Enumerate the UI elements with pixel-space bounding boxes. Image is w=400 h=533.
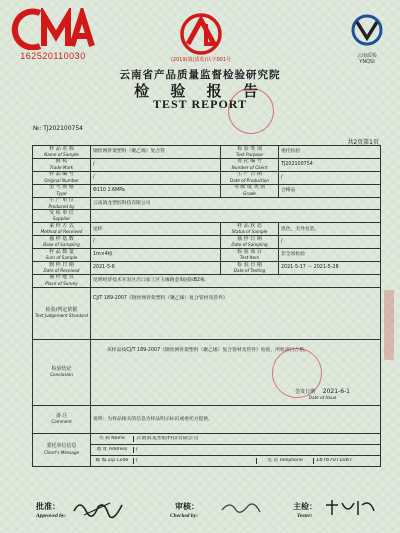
tester-label: 主检： bbox=[293, 502, 317, 511]
field-label: 样 品 数 量 Sum of Sample bbox=[33, 249, 91, 262]
field-label: 受 检 单 位 Supplier bbox=[33, 210, 91, 223]
field-value: 送样 bbox=[91, 223, 221, 236]
field-label: 商 标 Trade Mark bbox=[33, 158, 91, 171]
issue-date: 2021-6-1 bbox=[322, 387, 350, 395]
checked-label-en: Checked by: bbox=[170, 513, 198, 519]
remark-value: 说明：为样品相关的信息为样品明示标识或委托方提供。 bbox=[91, 405, 381, 433]
field-label: 检 验 日 期 Date of Testing bbox=[221, 262, 279, 275]
approved-label-en: Approved by: bbox=[36, 513, 67, 519]
field-label: 型 号 规 格 Type bbox=[33, 184, 91, 197]
client-name-label: 名 称 Name bbox=[91, 436, 134, 441]
client-name-row bbox=[33, 433, 381, 444]
field-label: 样 品 状 态 Status of Sample bbox=[221, 223, 279, 236]
field-value: 1m×4根 bbox=[91, 249, 221, 262]
field-value bbox=[91, 210, 381, 223]
field-label: 来 样 方 式 Method of Received bbox=[33, 223, 91, 236]
field-label: 到 样 日 期 Date of Received bbox=[33, 262, 91, 275]
client-label: 委托单位信息 Client's Message bbox=[33, 433, 91, 466]
report-title-cn: 检 验 报 告 bbox=[134, 82, 266, 100]
checked-label: 审核： bbox=[175, 502, 199, 511]
field-value: 委托检验 bbox=[279, 146, 381, 159]
remark-label: 备 注 Comment bbox=[33, 405, 91, 433]
remark-row bbox=[33, 405, 381, 433]
report-title-en: TEST REPORT bbox=[152, 97, 248, 111]
institute-name: 云南省产品质量监督检验研究院 bbox=[119, 69, 281, 81]
client-tel-label: 电 话 Telephone bbox=[257, 458, 314, 463]
field-value: 2021-5-6 bbox=[91, 262, 221, 275]
ynqsi-logo bbox=[348, 12, 386, 52]
field-value: 昆明经济技术开发区出口加工区玉缘路金海国际B2栋 bbox=[91, 274, 381, 287]
table-row bbox=[33, 158, 381, 171]
client-zip: / bbox=[134, 458, 257, 463]
conclusion-label: 检验结论 Conclusion bbox=[33, 339, 91, 405]
field-label: 生 产 日 期 Date of Production bbox=[221, 171, 279, 184]
cma-logo bbox=[10, 8, 98, 50]
field-label: 检 验 项 目 Test Item bbox=[221, 249, 279, 262]
cal-code: (2019)滇(质监)认字001号 bbox=[170, 57, 232, 63]
field-value: Φ110 1.6MPa bbox=[91, 184, 221, 197]
standard-label: 检验/判定依据 Test Judgement Standard bbox=[33, 287, 91, 339]
table-row bbox=[33, 249, 381, 262]
page-info: 共2页第1页 bbox=[347, 139, 379, 146]
tester-label-en: Tester: bbox=[297, 513, 313, 519]
table-row bbox=[33, 171, 381, 184]
table-row bbox=[33, 210, 381, 223]
field-value: 2021-5-17 ～ 2021-5-28 bbox=[279, 262, 381, 275]
issue-date-label: 签发日期 2021-6-1 Date of Issue bbox=[295, 387, 350, 401]
field-label: 委 托 编 号 Number of Client bbox=[221, 158, 279, 171]
tester-signature bbox=[322, 497, 378, 519]
client-address: / bbox=[136, 447, 138, 453]
cal-logo bbox=[178, 12, 224, 56]
approver-signature bbox=[70, 497, 130, 519]
field-value: / bbox=[91, 171, 221, 184]
table-row bbox=[33, 184, 381, 197]
ynqsi-text: 云南质检 YNQSI bbox=[356, 53, 377, 65]
approved-label: 批准： bbox=[36, 502, 60, 511]
field-value: 黑色，无外包装。 bbox=[279, 223, 381, 236]
client-tel: 18787071087 bbox=[316, 458, 353, 464]
field-value: TJ202100754 bbox=[279, 158, 381, 171]
field-value: 非全项检验 bbox=[279, 249, 381, 262]
field-value: / bbox=[91, 158, 221, 171]
field-label: 抽 样 日 期 Date of Sampling bbox=[221, 236, 279, 249]
table-row bbox=[33, 197, 381, 210]
field-label: 抽 样 地 点 Place of Survey bbox=[33, 274, 91, 287]
table-row bbox=[33, 146, 381, 159]
field-value: 钢丝网骨架塑料（聚乙烯）复合管 bbox=[91, 146, 221, 159]
report-table bbox=[32, 145, 381, 467]
field-label: 样 品 编 号 Original Number bbox=[33, 171, 91, 184]
field-value: 合格品 bbox=[279, 184, 381, 197]
field-label: 样 品 名 称 Name of Sample bbox=[33, 146, 91, 159]
cma-code: 162520110030 bbox=[20, 51, 86, 61]
client-name: 云南滇龙塑胶科技有限公司 bbox=[136, 436, 199, 442]
standard-value: CJ/T 189-2007《钢丝网骨架塑料（聚乙烯）复合管材及管件》 bbox=[91, 287, 381, 339]
field-value: / bbox=[91, 236, 221, 249]
red-seal-stamp bbox=[228, 88, 274, 134]
checker-signature bbox=[218, 498, 264, 520]
table-row bbox=[33, 236, 381, 249]
field-value: 云南滇龙塑胶科技有限公司 bbox=[91, 197, 381, 210]
table-row bbox=[33, 274, 381, 287]
conclusion-value: 该样品按CJ/T 189-2007《钢丝网骨架塑料（聚乙烯）复合管材及管件》检验，所检项目合格。 签发日期 2021-6-1 Date of Issue bbox=[91, 339, 381, 405]
field-label: 生 产 单 位 Produced by bbox=[33, 197, 91, 210]
side-seal-stamp bbox=[384, 290, 394, 360]
field-label: 抽 样 基 数 Base of Sampling bbox=[33, 236, 91, 249]
approval-seal-stamp bbox=[272, 348, 322, 398]
field-value: / bbox=[279, 236, 381, 249]
standard-row bbox=[33, 287, 381, 339]
client-address-label: 地 址 Address bbox=[91, 447, 134, 452]
field-label: 等 级 或 类 别 Grade bbox=[221, 184, 279, 197]
field-label: 检 验 类 别 Test Purpose bbox=[221, 146, 279, 159]
report-number: №: TJ202100754 bbox=[33, 125, 83, 132]
field-value: / bbox=[279, 171, 381, 184]
client-zip-label: 邮 编 Zip Code bbox=[91, 458, 134, 463]
conclusion-row bbox=[33, 339, 381, 405]
table-row bbox=[33, 262, 381, 275]
table-row bbox=[33, 223, 381, 236]
